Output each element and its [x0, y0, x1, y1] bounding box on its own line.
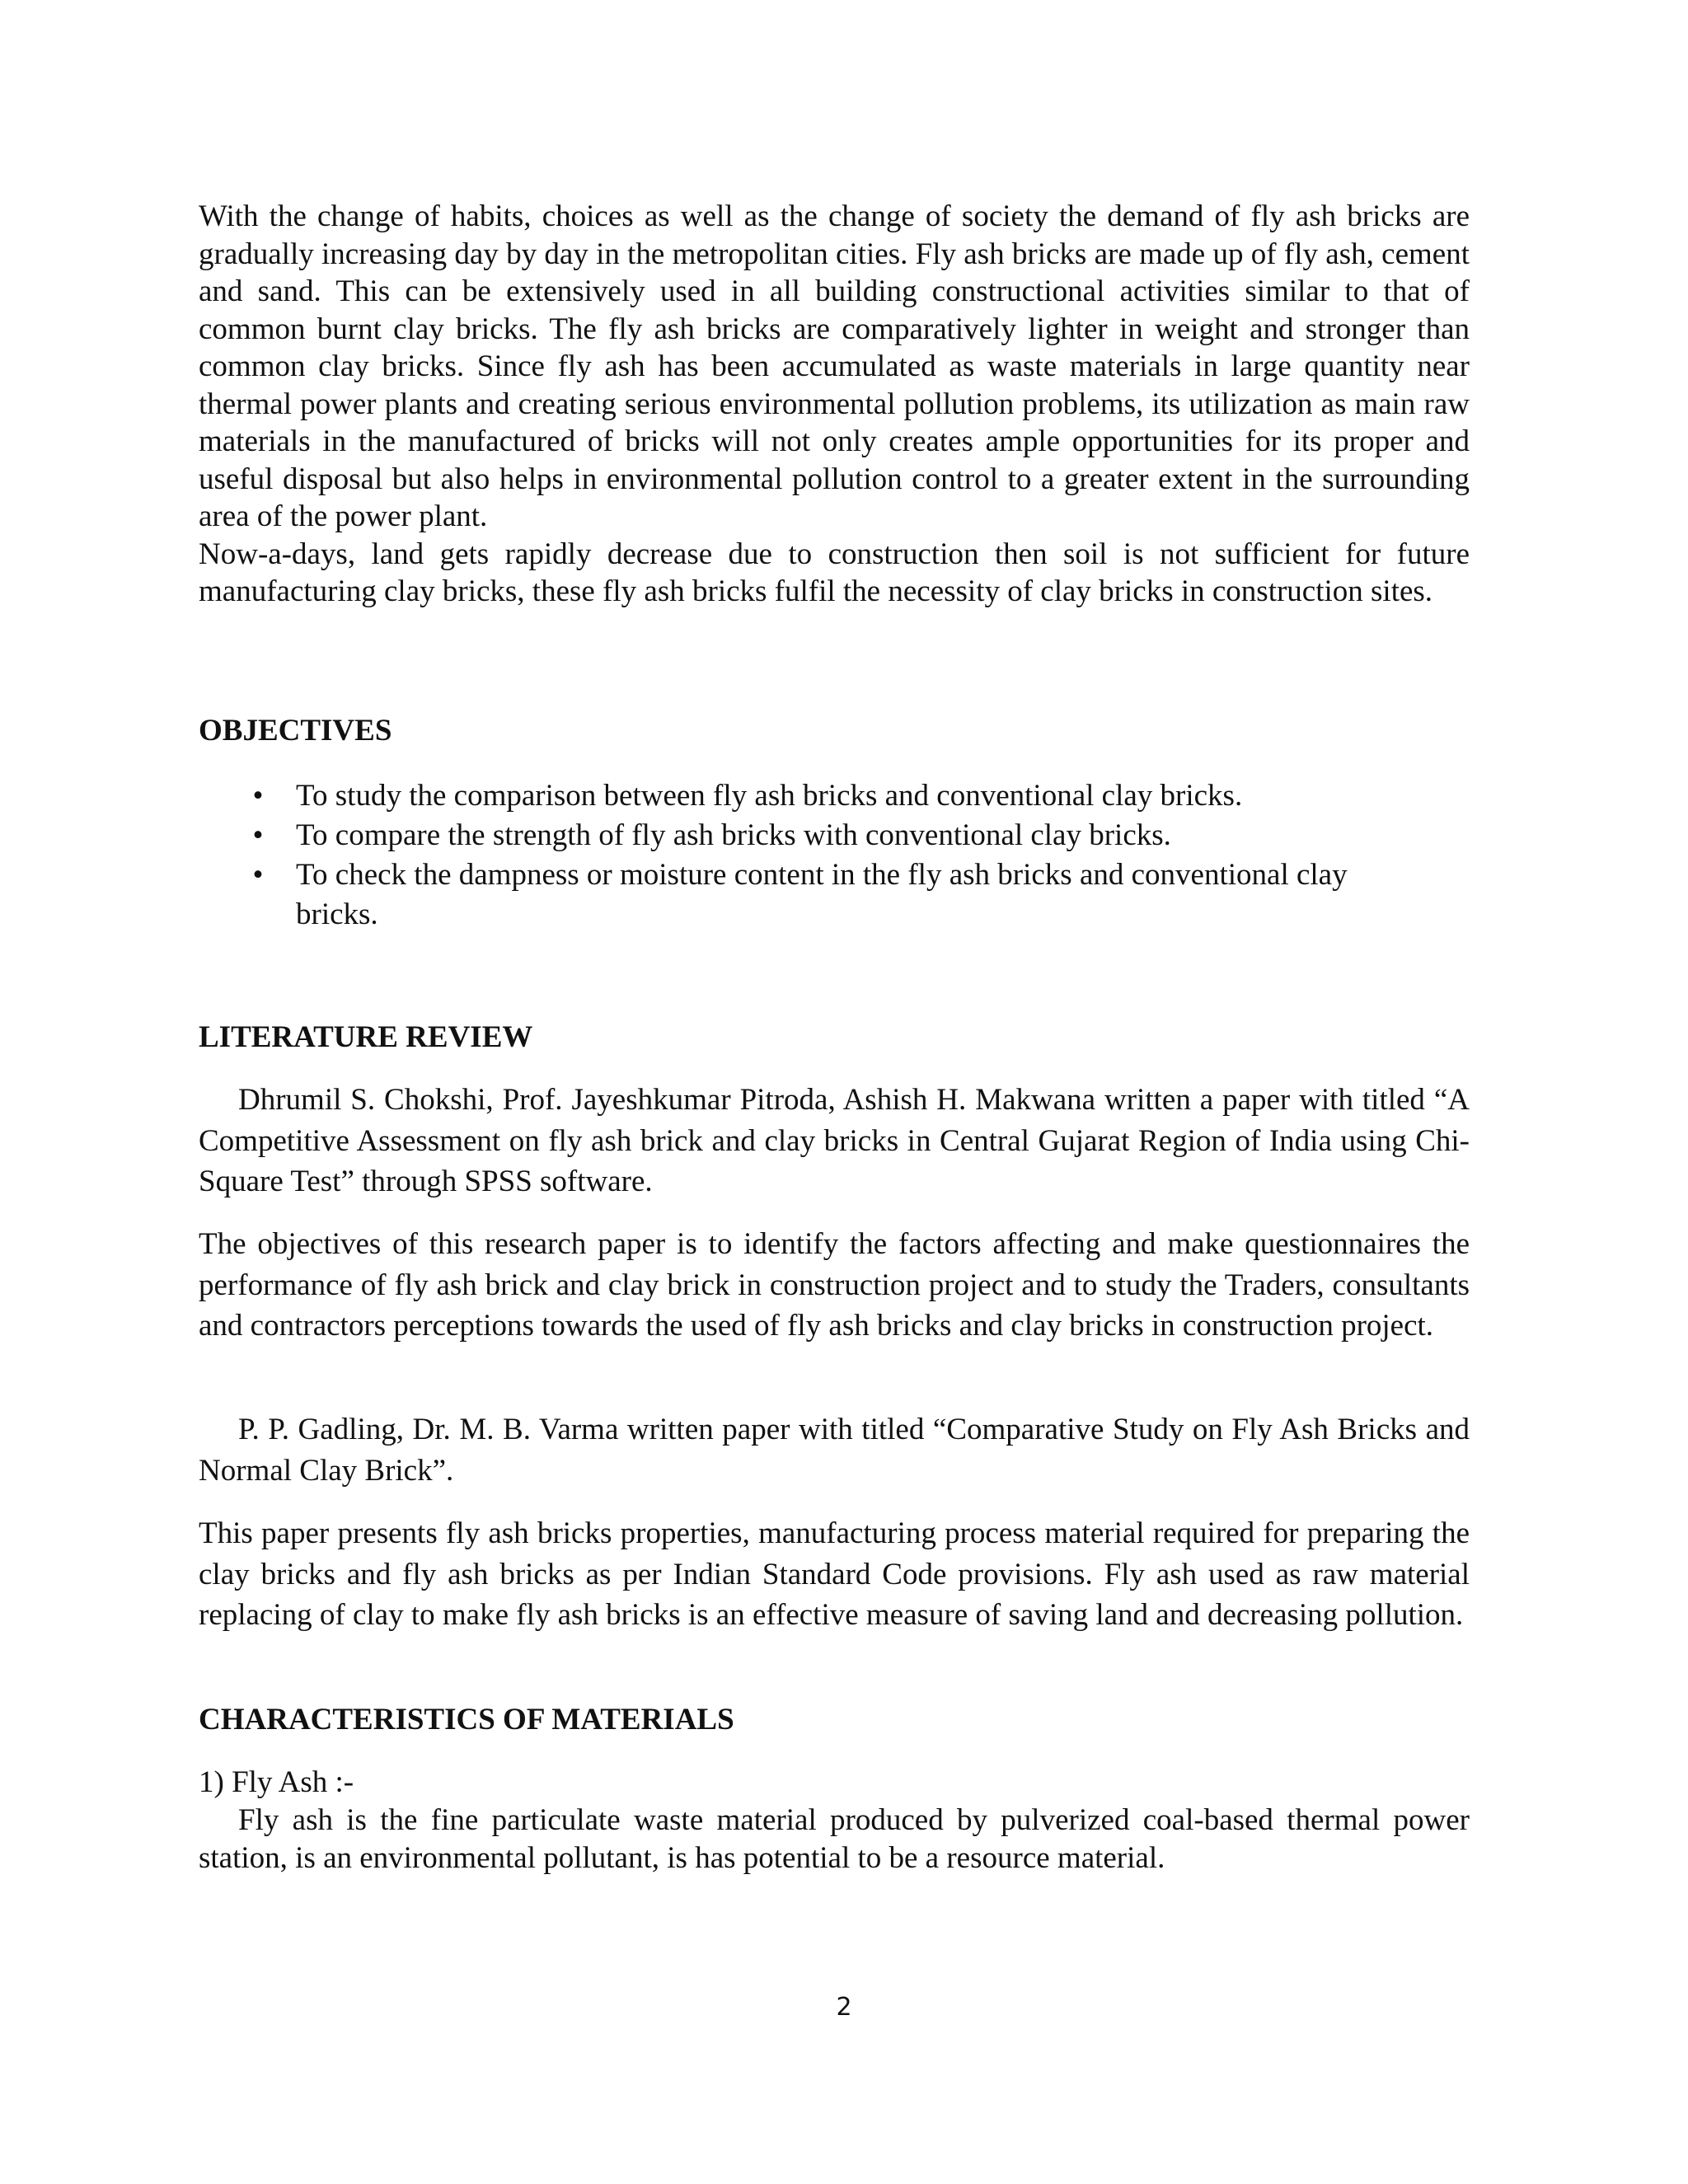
literature-paragraph-2: The objectives of this research paper is to identify the factors affecting and make questionnaires the performance of fly ash brick and clay brick in construction project and to study the Traders, consultants and contractors perceptions towards the used of fly ash bricks and clay bricks in construction project. [199, 1227, 1470, 1343]
objectives-list [199, 776, 1470, 935]
list-item [199, 816, 1470, 855]
literature-paragraph-3: P. P. Gadling, Dr. M. B. Varma written paper with titled “Comparative Study on Fly Ash Bricks and Normal Clay Brick”. [199, 1413, 1470, 1488]
list-item [199, 855, 1470, 935]
bullet-icon: • [252, 818, 264, 852]
objective-text: To check the dampness or moisture content in the fly ash bricks and conventional clay bricks. [296, 858, 1348, 931]
intro-paragraph-2: Now-a-days, land gets rapidly decrease due to construction then soil is not sufficient for future manufacturing clay bricks, these fly ash bricks fulfil the necessity of clay bricks in construction sites. [199, 537, 1470, 608]
bullet-icon: • [252, 779, 264, 813]
bullet-icon: • [252, 858, 264, 892]
literature-review-heading: LITERATURE REVIEW [199, 1020, 533, 1054]
objective-text: To study the comparison between fly ash bricks and conventional clay bricks. [296, 779, 1243, 813]
literature-paragraph-1: Dhrumil S. Chokshi, Prof. Jayeshkumar Pitroda, Ashish H. Makwana written a paper with titled “A Competitive Assessment on fly ash brick and clay bricks in Central Gujarat Region of India using Chi-Square Test” through SPSS software. [199, 1083, 1470, 1198]
objectives-heading: OBJECTIVES [199, 714, 392, 748]
literature-paragraph-4: This paper presents fly ash bricks properties, manufacturing process material required for preparing the clay bricks and fly ash bricks as per Indian Standard Code provisions. Fly ash used as raw material replacing of clay to make fly ash bricks is an effective measure of saving land and decreasing pollution. [199, 1516, 1470, 1632]
fly-ash-subheading: 1) Fly Ash :- [199, 1765, 354, 1799]
intro-section [199, 198, 1470, 611]
objective-text: To compare the strength of fly ash bricks with conventional clay bricks. [296, 818, 1171, 852]
characteristics-heading: CHARACTERISTICS OF MATERIALS [199, 1703, 734, 1736]
list-item [199, 776, 1470, 816]
intro-paragraph-1: With the change of habits, choices as well as the change of society the demand of fly ash bricks are gradually increasing day by day in the metropolitan cities. Fly ash bricks are made up of fly ash, cement and sand. This can be extensively used in all building constructional activities similar to that of common burnt clay bricks. The fly ash bricks are comparatively lighter in weight and stronger than common clay bricks. Since fly ash has been accumulated as waste materials in large quantity near thermal power plants and creating serious environmental pollution problems, its utilization as main raw materials in the manufactured of bricks will not only creates ample opportunities for its proper and useful disposal but also helps in environmental pollution control to a greater extent in the surrounding area of the power plant. [199, 199, 1470, 533]
fly-ash-paragraph: Fly ash is the fine particulate waste material produced by pulverized coal-based thermal power station, is an environmental pollutant, is has potential to be a resource material. [199, 1803, 1470, 1875]
page-number: 2 [836, 1993, 852, 2022]
